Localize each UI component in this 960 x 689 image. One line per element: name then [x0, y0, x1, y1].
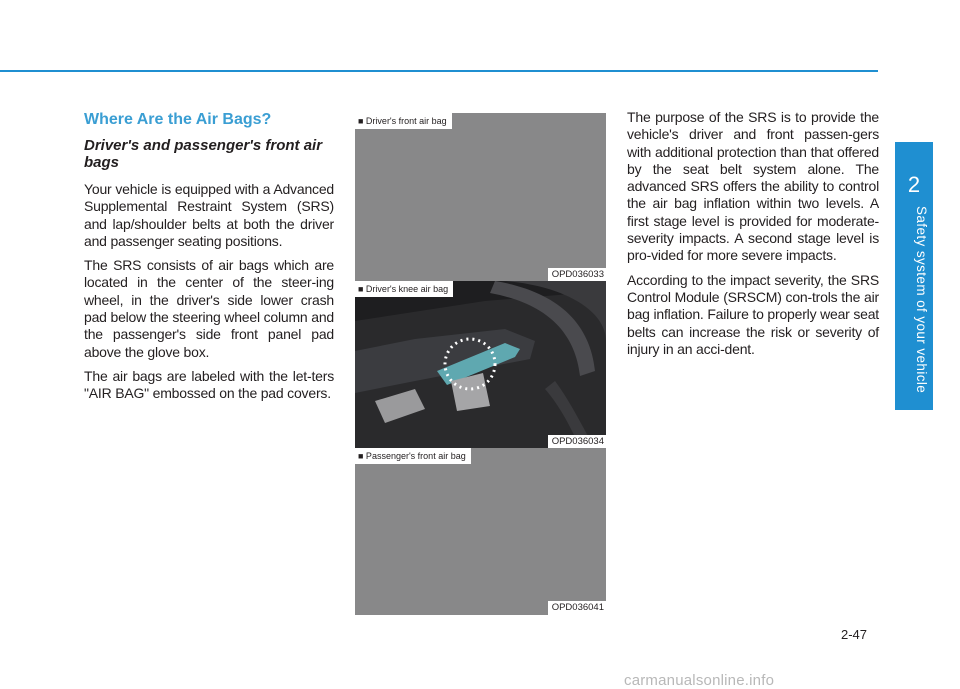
figure-code: OPD036041 [548, 601, 606, 615]
figure-passenger-front-airbag [355, 448, 606, 615]
chapter-title: Safety system of your vehicle [914, 206, 929, 394]
figure-code: OPD036034 [548, 435, 606, 449]
chapter-number: 2 [907, 172, 921, 197]
knee-airbag-illustration [355, 281, 606, 449]
figure-caption: ■ Driver's front air bag [355, 113, 452, 129]
left-paragraph-2: The SRS consists of air bags which are located in the center of the steer-ing wheel, in the driver's side lower crash pad below the steering wheel column and the passenger's side front panel pad above the glove box. [84, 257, 334, 360]
page-number: 2-47 [841, 627, 868, 642]
watermark: carmanualsonline.info [624, 672, 775, 689]
section-subheading: Driver's and passenger's front air bags [84, 137, 323, 171]
header-rule [0, 70, 878, 72]
figure-driver-front-airbag [355, 113, 606, 282]
left-paragraph-3: The air bags are labeled with the let-ters "AIR BAG" embossed on the pad covers. [84, 367, 334, 402]
section-heading: Where Are the Air Bags? [84, 111, 272, 128]
figure-caption: ■ Passenger's front air bag [355, 448, 471, 464]
left-paragraph-1: Your vehicle is equipped with a Advanced Supplemental Restraint System (SRS) and lap/shoulder belts at both the driver and passenger seating positions. [84, 181, 334, 249]
figure-code: OPD036033 [548, 268, 606, 282]
figure-driver-knee-airbag [355, 281, 606, 449]
chapter-tab[interactable] [895, 142, 933, 410]
left-column [84, 111, 334, 410]
figure-caption: ■ Driver's knee air bag [355, 281, 453, 297]
right-column [627, 109, 879, 365]
right-paragraph-2: According to the impact severity, the SRS Control Module (SRSCM) con-trols the air bag inflation. Failure to properly wear seat belts can increase the risk or severity of injury in an acci-dent. [627, 271, 879, 357]
right-paragraph-1: The purpose of the SRS is to provide the vehicle's driver and front passen-gers with additional protection than that offered by the seat belt system alone. The advanced SRS offers the ability to control the air bag inflation within two levels. A first stage level is provided for moderate-severity impacts. A second stage level is pro-vided for more severe impacts. [627, 109, 879, 264]
